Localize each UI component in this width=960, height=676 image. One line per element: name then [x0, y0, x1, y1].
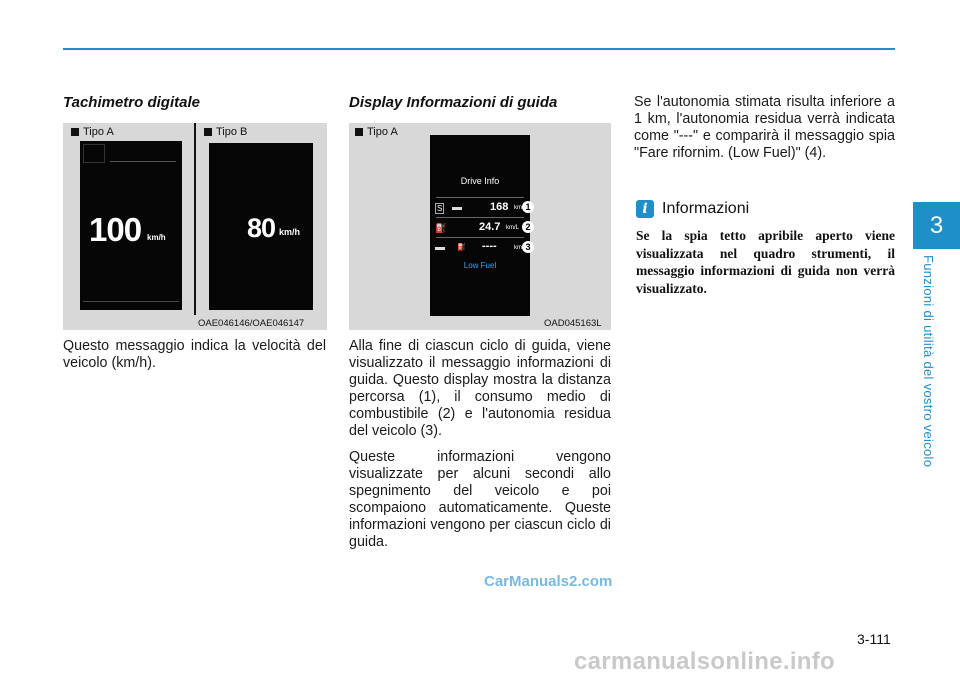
square-bullet-icon — [204, 128, 212, 136]
heading-digital-speedometer: Tachimetro digitale — [63, 94, 200, 111]
information-header — [636, 200, 749, 218]
paragraph: Alla fine di ciascun ciclo di guida, viene visualizzato il messaggio informazioni di guida. Questo display mostra la distanza percorsa (1), il consumo medio di combustibile (2) e l'autonomia residua del veicolo (3). — [349, 338, 611, 439]
figure-label-type-a: Tipo A — [71, 126, 114, 138]
indicator-box — [83, 144, 105, 163]
speed-unit-a: km/h — [147, 233, 166, 242]
callout-badge-3: 3 — [522, 241, 534, 253]
fuel-pump-icon: ⛽ — [457, 244, 466, 251]
figure-label-type-a: Tipo A — [355, 126, 398, 138]
speedometer-figure — [63, 123, 327, 330]
car-icon: ▬ — [452, 202, 462, 213]
callout-badge-1: 1 — [522, 201, 534, 213]
fuel-economy-unit: km/L — [506, 225, 520, 231]
display-line — [83, 301, 179, 302]
figure-divider — [194, 123, 196, 315]
distance-value: 168 — [490, 201, 509, 213]
speed-display-type-a — [80, 141, 182, 310]
info-icon: i — [636, 200, 654, 218]
carmanualsonline-watermark[interactable]: carmanualsonline.info — [574, 648, 836, 675]
display-line — [110, 161, 176, 162]
drive-info-figure — [349, 123, 611, 330]
display-line — [436, 217, 524, 218]
carmanuals-watermark[interactable]: CarManuals2.com — [484, 573, 613, 590]
fuel-economy-value: 24.7 — [479, 221, 501, 233]
range-value: ---- — [482, 240, 497, 252]
drive-info-description — [349, 338, 611, 560]
paragraph: Queste informazioni vengono visualizzate per alcuni secondi allo spegnimento del veicolo e poi scompaiono automaticamente. Queste informazioni vengono per ciascun ciclo di guida. — [349, 449, 611, 550]
range-description — [634, 94, 895, 171]
figure-label-type-b: Tipo B — [204, 126, 247, 138]
information-body: Se la spia tetto apribile aperto viene visualizzata nel quadro strumenti, il messaggio informazioni di guida non verrà visualizzato. — [636, 228, 895, 296]
drive-info-screen — [430, 135, 530, 316]
top-rule — [63, 48, 895, 50]
drive-info-title: Drive Info — [460, 176, 500, 186]
paragraph: Se l'autonomia stimata risulta inferiore a 1 km, l'autonomia residua verrà indicata come "---" e comparirà il messaggio spia "Fare rifornim. (Low Fuel)" (4). — [634, 94, 895, 161]
square-bullet-icon — [71, 128, 79, 136]
speed-unit-b: km/h — [279, 227, 301, 237]
low-fuel-warning: Low Fuel — [463, 261, 497, 270]
speed-value-b: 80 — [247, 213, 276, 243]
speed-value-a: 100 — [89, 211, 142, 248]
distance-unit: km — [514, 205, 522, 211]
heading-drive-info-display: Display Informazioni di guida — [349, 94, 558, 111]
speedometer-description — [63, 338, 326, 381]
paragraph: Questo messaggio indica la velocità del veicolo (km/h). — [63, 338, 326, 371]
square-bullet-icon — [355, 128, 363, 136]
display-line — [436, 237, 524, 238]
chapter-tab: 3 — [913, 202, 960, 249]
speed-display-type-b — [209, 143, 313, 310]
information-title: Informazioni — [662, 200, 750, 217]
car-icon: ▬ — [435, 242, 445, 253]
display-line — [436, 197, 524, 198]
s-mode-icon: S — [437, 204, 443, 213]
figure-code-2: OAD045163L — [544, 318, 602, 329]
callout-badge-2: 2 — [522, 221, 534, 233]
chapter-side-title: Funzioni di utilità del vostro veicolo — [921, 255, 936, 468]
figure-code-1: OAE046146/OAE046147 — [198, 318, 305, 329]
page-number: 3-111 — [857, 631, 891, 647]
range-unit: km — [514, 245, 522, 251]
fuel-pump-icon: ⛽ — [435, 223, 447, 233]
